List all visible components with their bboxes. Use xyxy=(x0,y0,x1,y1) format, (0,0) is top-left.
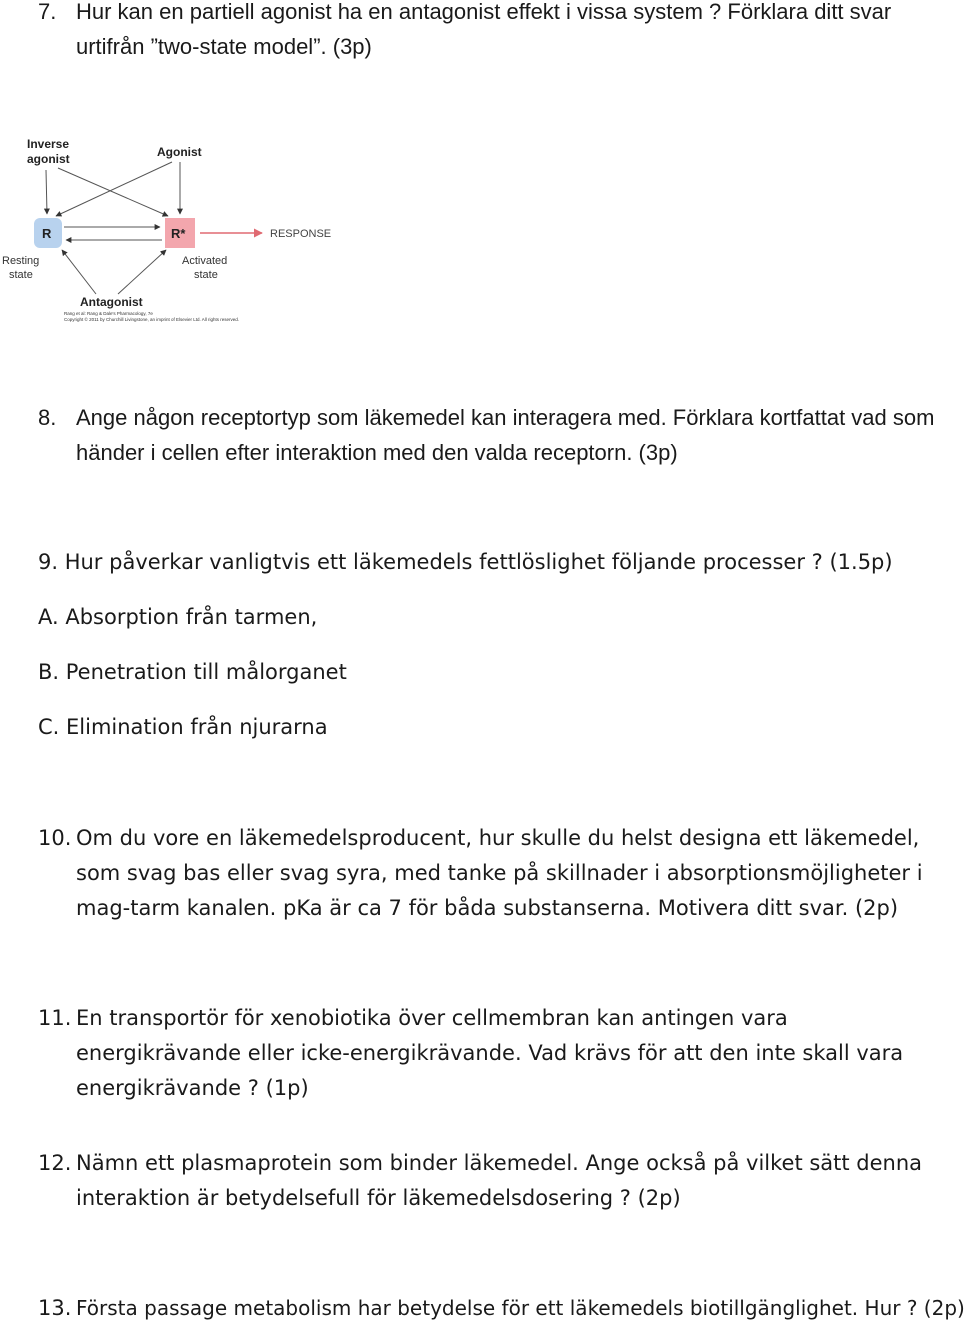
question-7 xyxy=(38,0,938,64)
question-text: Nämn ett plasmaprotein som binder läkemedel. Ange också på vilket sätt denna interaktion är betydelsefull för läkemedelsdosering ? (2p) xyxy=(76,1151,923,1210)
question-number: 8. xyxy=(38,405,57,430)
question-13 xyxy=(38,1291,965,1326)
question-12 xyxy=(38,1146,938,1216)
question-9-option-c: C. Elimination från njurarna xyxy=(38,715,328,739)
agonist-label: Agonist xyxy=(157,145,202,159)
question-number: 13. xyxy=(38,1296,72,1320)
resting-state-label-2: state xyxy=(9,269,33,281)
question-text: Om du vore en läkemedelsproducent, hur skulle du helst designa ett läkemedel, som svag bas eller svag syra, med tanke på skillnader i absorptionsmöjligheter i mag-tarm kanalen. pKa är ca 7 för båda substanserna. Motivera ditt svar. (2p) xyxy=(76,826,923,920)
inverse-to-r-arrow xyxy=(46,170,47,214)
activated-state-label-2: state xyxy=(194,269,218,281)
copyright-line-2: Copyright © 2011 by Churchill Livingstone, an imprint of Elsevier Ltd. All rights reserved. xyxy=(64,317,240,322)
question-text: Hur kan en partiell agonist ha en antagonist effekt i vissa system ? Förklara ditt svar urtifrån ”two-state model”. (3p) xyxy=(76,0,892,59)
question-10 xyxy=(38,821,938,926)
question-text: En transportör för xenobiotika över cellmembran kan antingen vara energikrävande eller icke-energikrävande. Vad krävs för att den inte skall vara energikrävande ? (1p) xyxy=(76,1006,904,1100)
inverse-agonist-label-1: Inverse xyxy=(27,137,70,151)
question-number: 7. xyxy=(38,0,57,24)
resting-state-label-1: Resting xyxy=(2,255,40,267)
activated-receptor-label: R* xyxy=(171,226,186,241)
antagonist-to-r-arrow xyxy=(62,250,96,294)
resting-receptor-label: R xyxy=(42,226,52,241)
question-9: 9. Hur påverkar vanligtvis ett läkemedels fettlöslighet följande processer ? (1.5p) xyxy=(38,550,893,574)
antagonist-label: Antagonist xyxy=(80,295,143,309)
copyright-line-1: Rang et al: Rang & Dale's Pharmacology, 7e xyxy=(64,311,153,316)
question-text: Ange någon receptortyp som läkemedel kan interagera med. Förklara kortfattat vad som händer i cellen efter interaktion med den valda receptorn. (3p) xyxy=(76,405,935,465)
antagonist-to-rstar-arrow xyxy=(118,250,166,294)
question-number: 12. xyxy=(38,1151,72,1175)
question-number: 10. xyxy=(38,826,72,850)
question-text: Första passage metabolism har betydelse för ett läkemedels biotillgänglighet. Hur ? (2p) xyxy=(76,1296,965,1320)
agonist-to-r-arrow xyxy=(56,162,172,216)
two-state-model-diagram xyxy=(0,130,332,330)
question-11 xyxy=(38,1001,938,1106)
inverse-to-rstar-arrow xyxy=(58,168,168,216)
question-number: 11. xyxy=(38,1006,72,1030)
activated-state-label-1: Activated xyxy=(182,255,228,267)
question-9-option-a: A. Absorption från tarmen, xyxy=(38,605,318,629)
question-8 xyxy=(38,400,938,470)
inverse-agonist-label-2: agonist xyxy=(27,152,70,166)
question-9-option-b: B. Penetration till målorganet xyxy=(38,660,347,684)
response-label: RESPONSE xyxy=(270,228,332,240)
